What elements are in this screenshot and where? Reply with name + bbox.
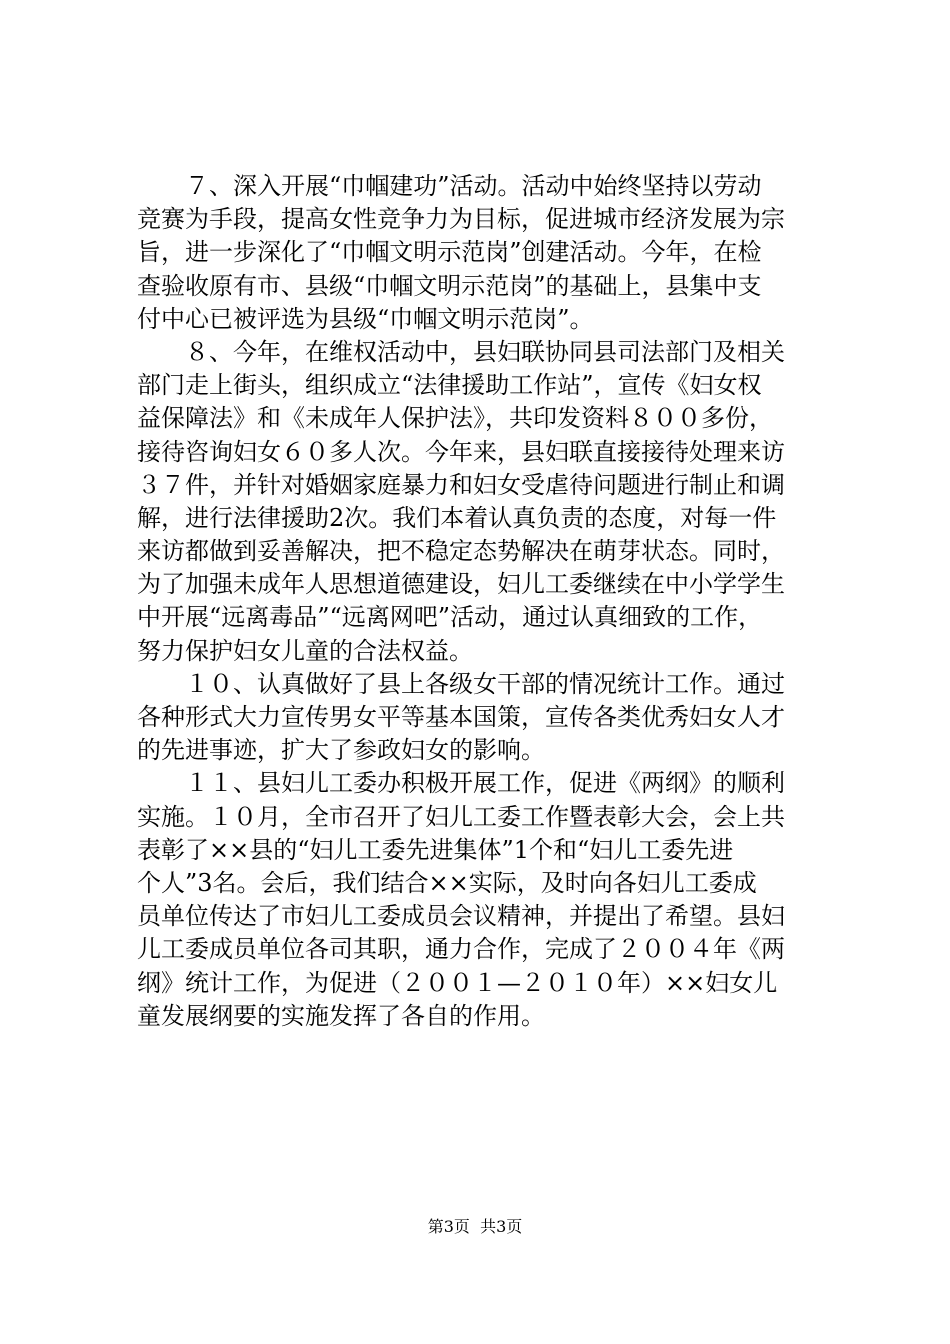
text-line: 查验收原有市、县级“巾帼文明示范岗”的基础上，县集中支 <box>137 271 762 300</box>
text-line: 员单位传达了市妇儿工委成员会议精神，并提出了希望。县妇 <box>137 902 785 931</box>
text-line: 个人”3名。会后，我们结合××实际，及时向各妇儿工委成 <box>137 868 757 897</box>
page-number-footer: 第3页 共3页 <box>427 1217 523 1236</box>
text-line: 努力保护妇女儿童的合法权益。 <box>137 636 473 665</box>
text-line: 接待咨询妇女６０多人次。今年来，县妇联直接接待处理来访 <box>137 437 785 466</box>
text-line: 来访都做到妥善解决，把不稳定态势解决在萌芽状态。同时， <box>137 537 785 566</box>
text-line: 表彰了××县的“妇儿工委先进集体”1个和“妇儿工委先进 <box>137 835 734 864</box>
paragraph-11 <box>137 767 837 1033</box>
document-body <box>137 170 837 1033</box>
text-line: 儿工委成员单位各司其职，通力合作，完成了２００４年《两 <box>137 935 785 964</box>
text-line: 各种形式大力宣传男女平等基本国策，宣传各类优秀妇女人才 <box>137 703 785 731</box>
text-line: ８、今年，在维权活动中，县妇联协同县司法部门及相关 <box>185 337 785 366</box>
text-line: １０、认真做好了县上各级女干部的情况统计工作。通过 <box>185 669 785 698</box>
text-line: 付中心已被评选为县级“巾帼文明示范岗”。 <box>137 304 594 333</box>
text-line: １１、县妇儿工委办积极开展工作，促进《两纲》的顺利 <box>185 769 785 798</box>
text-line: 解，进行法律援助2次。我们本着认真负责的态度，对每一件 <box>137 503 777 532</box>
text-line: 的先进事迹，扩大了参政妇女的影响。 <box>137 736 545 765</box>
text-line: 旨，进一步深化了“巾帼文明示范岗”创建活动。今年，在检 <box>137 238 762 267</box>
text-line: ７、深入开展“巾帼建功”活动。活动中始终坚持以劳动 <box>185 172 762 200</box>
text-line: ３７件，并针对婚姻家庭暴力和妇女受虐待问题进行制止和调 <box>137 470 785 499</box>
paragraph-8 <box>137 336 837 668</box>
text-line: 纲》统计工作，为促进（２００１—２０１０年）××妇女儿 <box>137 968 778 997</box>
text-line: 中开展“远离毒品”“远离网吧”活动，通过认真细致的工作， <box>137 603 763 632</box>
paragraph-7 <box>137 170 837 336</box>
text-line: 实施。１０月，全市召开了妇儿工委工作暨表彰大会，会上共 <box>137 802 785 831</box>
text-line: 益保障法》和《未成年人保护法》，共印发资料８００多份， <box>137 404 773 433</box>
text-line: 竞赛为手段，提高女性竞争力为目标，促进城市经济发展为宗 <box>137 205 785 234</box>
text-line: 部门走上街头，组织成立“法律援助工作站”，宣传《妇女权 <box>137 371 762 400</box>
paragraph-10 <box>137 668 837 768</box>
text-line: 为了加强未成年人思想道德建设，妇儿工委继续在中小学学生 <box>137 570 785 599</box>
text-line: 童发展纲要的实施发挥了各自的作用。 <box>137 1001 545 1030</box>
